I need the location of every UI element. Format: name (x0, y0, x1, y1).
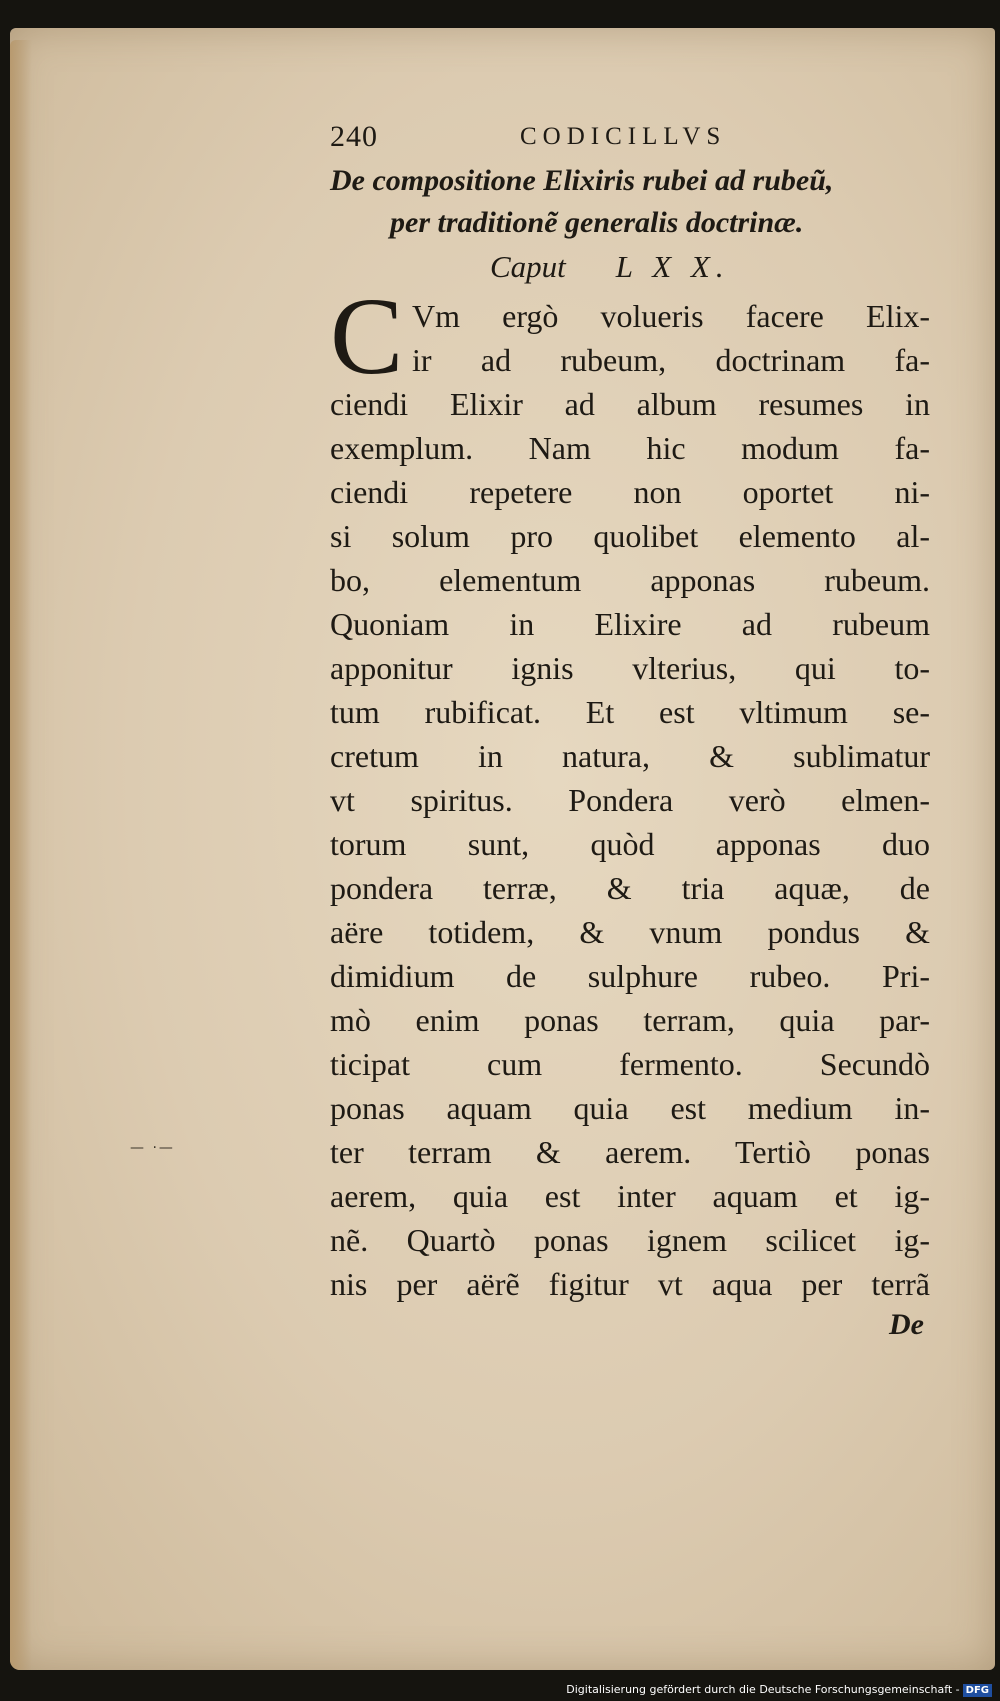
text-line: ir ad rubeum, doctrinam fa- (412, 342, 930, 378)
text-line: nẽ. Quartò ponas ignem scilicet ig- (330, 1222, 930, 1258)
body-text (330, 275, 930, 1344)
text-line: ponas aquam quia est medium in- (330, 1090, 930, 1126)
text-line: aerem, quia est inter aquam et ig- (330, 1178, 930, 1214)
text-line: ciendi repetere non oportet ni- (330, 474, 930, 510)
page-content (330, 120, 930, 1344)
chapter-title-line-1: De compositione Elixiris rubei ad rubeũ, (330, 164, 834, 197)
credit-text: Digitalisierung gefördert durch die Deutsche Forschungsgemeinschaft - (566, 1683, 960, 1696)
page-number: 240 (330, 120, 378, 153)
margin-mark: — ·— (130, 1140, 175, 1156)
text-line: bo, elementum apponas rubeum. (330, 562, 930, 598)
text-line: exemplum. Nam hic modum fa- (330, 430, 930, 466)
opening-paragraph (330, 275, 930, 397)
dfg-logo: DFG (963, 1684, 992, 1697)
text-line: apponitur ignis vlterius, qui to- (330, 650, 930, 686)
running-head: CODICILLVS (520, 123, 727, 150)
text-line: Vm ergò volueris facere Elix- (412, 298, 930, 334)
text-line: nis per aërẽ figitur vt aqua per terrã (330, 1266, 930, 1302)
text-line: vt spiritus. Pondera verò elmen- (330, 782, 930, 818)
text-line: si solum pro quolibet elemento al- (330, 518, 930, 554)
text-line: ter terram & aerem. Tertiò ponas (330, 1134, 930, 1170)
text-line: torum sunt, quòd apponas duo (330, 826, 930, 862)
text-line: pondera terræ, & tria aquæ, de (330, 870, 930, 906)
text-line: dimidium de sulphure rubeo. Pri- (330, 958, 930, 994)
chapter-title-line-2: per traditionẽ generalis doctrinæ. (390, 206, 804, 239)
page-header (330, 120, 930, 156)
chapter-title (330, 160, 930, 244)
text-line: mò enim ponas terram, quia par- (330, 1002, 930, 1038)
catchword: De (889, 1308, 924, 1341)
chapter-label-word: Caput (490, 249, 566, 284)
chapter-number: L X X. (615, 249, 730, 284)
text-line: tum rubificat. Et est vltimum se- (330, 694, 930, 730)
page-spine-shadow (10, 40, 32, 1670)
digitization-credit (566, 1683, 992, 1697)
text-line: ciendi Elixir ad album resumes in (330, 386, 930, 422)
text-line: cretum in natura, & sublimatur (330, 738, 930, 774)
text-line: aëre totidem, & vnum pondus & (330, 914, 930, 950)
text-line: ticipat cum fermento. Secundò (330, 1046, 930, 1082)
text-line: Quoniam in Elixire ad rubeum (330, 606, 930, 642)
chapter-label (330, 244, 930, 290)
drop-cap-lines (412, 294, 930, 382)
drop-cap: C (330, 275, 404, 397)
